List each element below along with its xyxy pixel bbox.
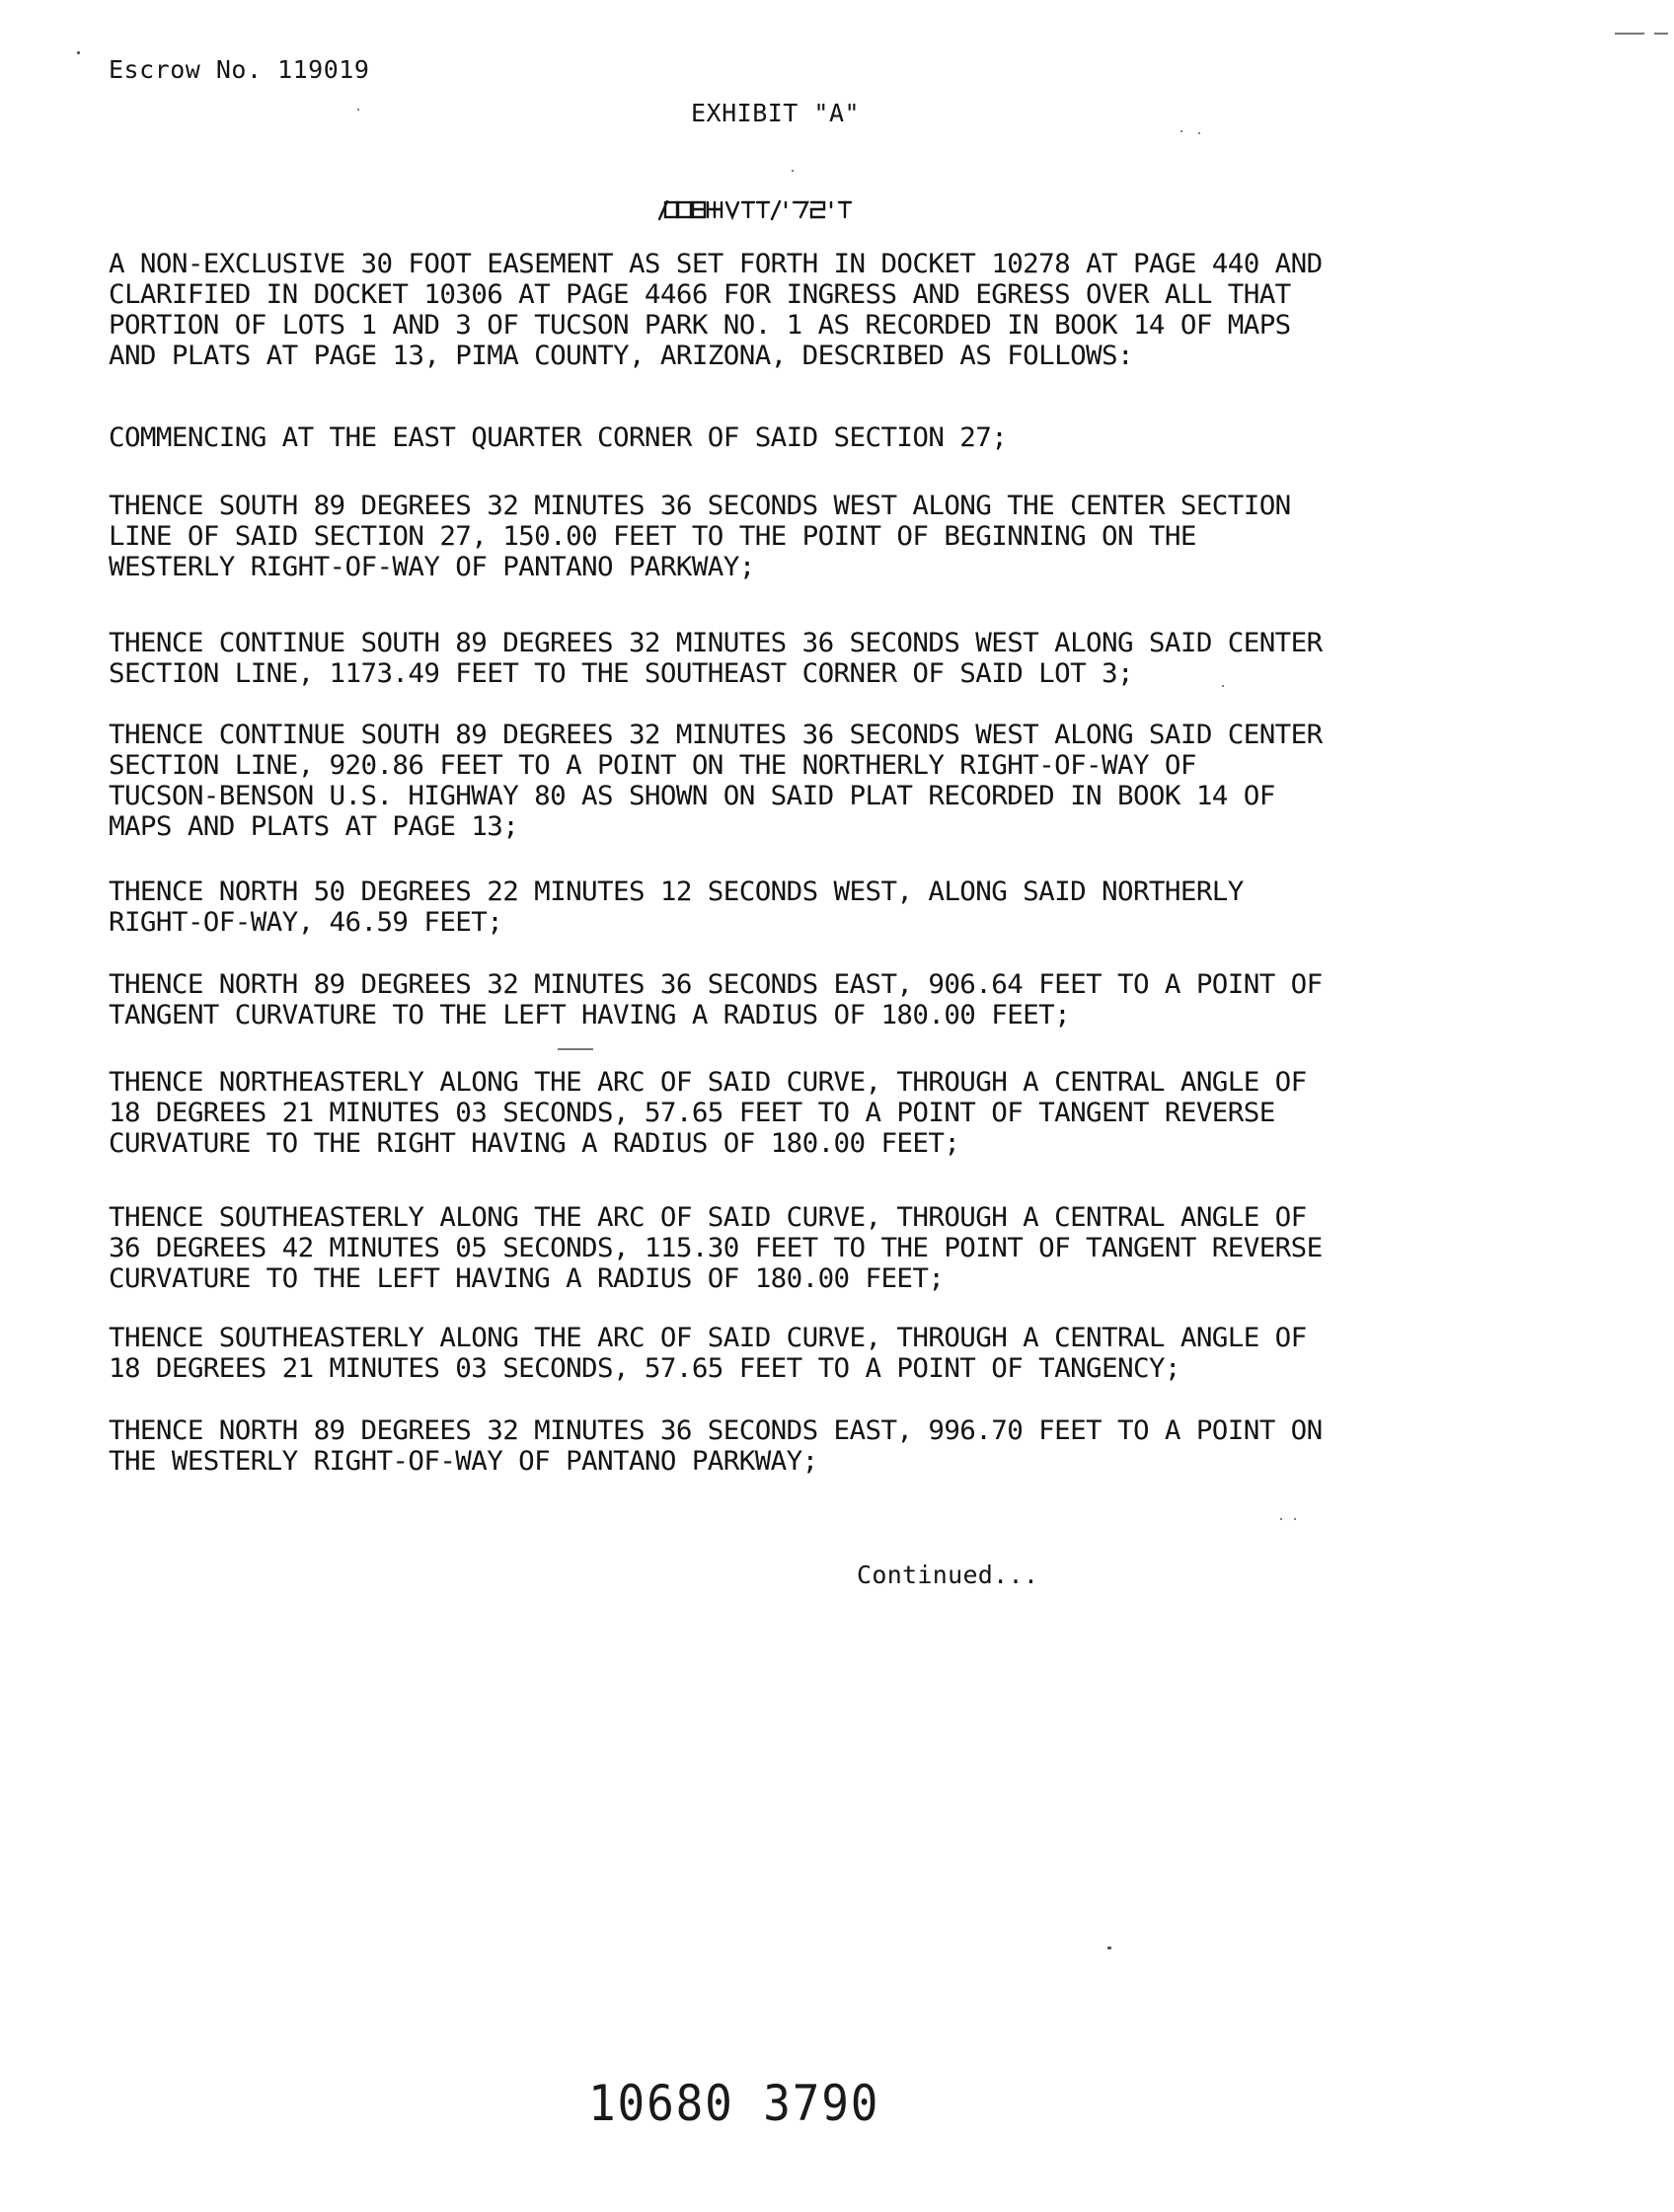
scan-speck	[1198, 132, 1200, 134]
scan-speck	[792, 170, 794, 172]
course-5-paragraph: THENCE NORTH 89 DEGREES 32 MINUTES 36 SECONDS EAST, 906.64 FEET TO A POINT OF TANGENT CURVATURE TO THE LEFT HAVING A RADIUS OF 180.00 FEET;	[109, 969, 1323, 1030]
course-8-paragraph: THENCE SOUTHEASTERLY ALONG THE ARC OF SAID CURVE, THROUGH A CENTRAL ANGLE OF 18 DEGREES 21 MINUTES 03 SECONDS, 57.65 FEET TO A POINT OF TANGENCY;	[109, 1323, 1307, 1384]
scan-speck	[1294, 1518, 1296, 1520]
easement-description-paragraph: A NON-EXCLUSIVE 30 FOOT EASEMENT AS SET FORTH IN DOCKET 10278 AT PAGE 440 AND CLARIFIED IN DOCKET 10306 AT PAGE 4466 FOR INGRESS AND EGRESS OVER ALL THAT PORTION OF LOTS 1 AND 3 OF TUCSON PARK NO. 1 AS RECORDED IN BOOK 14 OF MAPS AND PLATS AT PAGE 13, PIMA COUNTY, ARIZONA, DESCRIBED AS FOLLOWS:	[109, 249, 1323, 371]
scan-speck	[1280, 1518, 1282, 1520]
escrow-number: Escrow No. 119019	[109, 55, 370, 84]
scan-speck	[1107, 1946, 1111, 1949]
course-6-paragraph: THENCE NORTHEASTERLY ALONG THE ARC OF SAID CURVE, THROUGH A CENTRAL ANGLE OF 18 DEGREES 21 MINUTES 03 SECONDS, 57.65 FEET TO A POINT OF TANGENT REVERSE CURVATURE TO THE RIGHT HAVING A RADIUS OF 180.00 FEET;	[109, 1067, 1307, 1159]
course-3-paragraph: THENCE CONTINUE SOUTH 89 DEGREES 32 MINUTES 36 SECONDS WEST ALONG SAID CENTER SECTION LINE, 920.86 FEET TO A POINT ON THE NORTHERLY RIGHT-OF-WAY OF TUCSON-BENSON U.S. HIGHWAY 80 AS SHOWN ON SAID PLAT RECORDED IN BOOK 14 OF MAPS AND PLATS AT PAGE 13;	[109, 720, 1323, 842]
recording-docket-number: 10680 3790	[588, 2075, 880, 2132]
course-1-paragraph: THENCE SOUTH 89 DEGREES 32 MINUTES 36 SECONDS WEST ALONG THE CENTER SECTION LINE OF SAID SECTION 27, 150.00 FEET TO THE POINT OF BEGINNING ON THE WESTERLY RIGHT-OF-WAY OF PANTANO PARKWAY;	[109, 491, 1291, 582]
scan-speck	[357, 109, 359, 111]
continued-note: Continued...	[857, 1561, 1039, 1589]
scan-speck	[77, 51, 80, 54]
course-9-paragraph: THENCE NORTH 89 DEGREES 32 MINUTES 36 SECONDS EAST, 996.70 FEET TO A POINT ON THE WESTERLY RIGHT-OF-WAY OF PANTANO PARKWAY;	[109, 1415, 1323, 1477]
course-7-paragraph: THENCE SOUTHEASTERLY ALONG THE ARC OF SAID CURVE, THROUGH A CENTRAL ANGLE OF 36 DEGREES 42 MINUTES 05 SECONDS, 115.30 FEET TO THE POINT OF TANGENT REVERSE CURVATURE TO THE LEFT HAVING A RADIUS OF 180.00 FEET;	[109, 1202, 1323, 1294]
struck-through-heading-mark	[653, 197, 857, 223]
scan-edge-mark	[1615, 33, 1644, 35]
exhibit-title: EXHIBIT "A"	[691, 99, 861, 127]
commencing-paragraph: COMMENCING AT THE EAST QUARTER CORNER OF SAID SECTION 27;	[109, 422, 1008, 453]
scan-speck	[1180, 130, 1182, 132]
course-4-paragraph: THENCE NORTH 50 DEGREES 22 MINUTES 12 SECONDS WEST, ALONG SAID NORTHERLY RIGHT-OF-WAY, 46.59 FEET;	[109, 877, 1244, 938]
course-2-paragraph: THENCE CONTINUE SOUTH 89 DEGREES 32 MINUTES 36 SECONDS WEST ALONG SAID CENTER SECTION LINE, 1173.49 FEET TO THE SOUTHEAST CORNER OF SAID LOT 3;	[109, 628, 1323, 689]
scan-smudge	[558, 1048, 593, 1050]
scan-edge-mark	[1654, 33, 1668, 35]
scan-speck	[1222, 685, 1224, 687]
